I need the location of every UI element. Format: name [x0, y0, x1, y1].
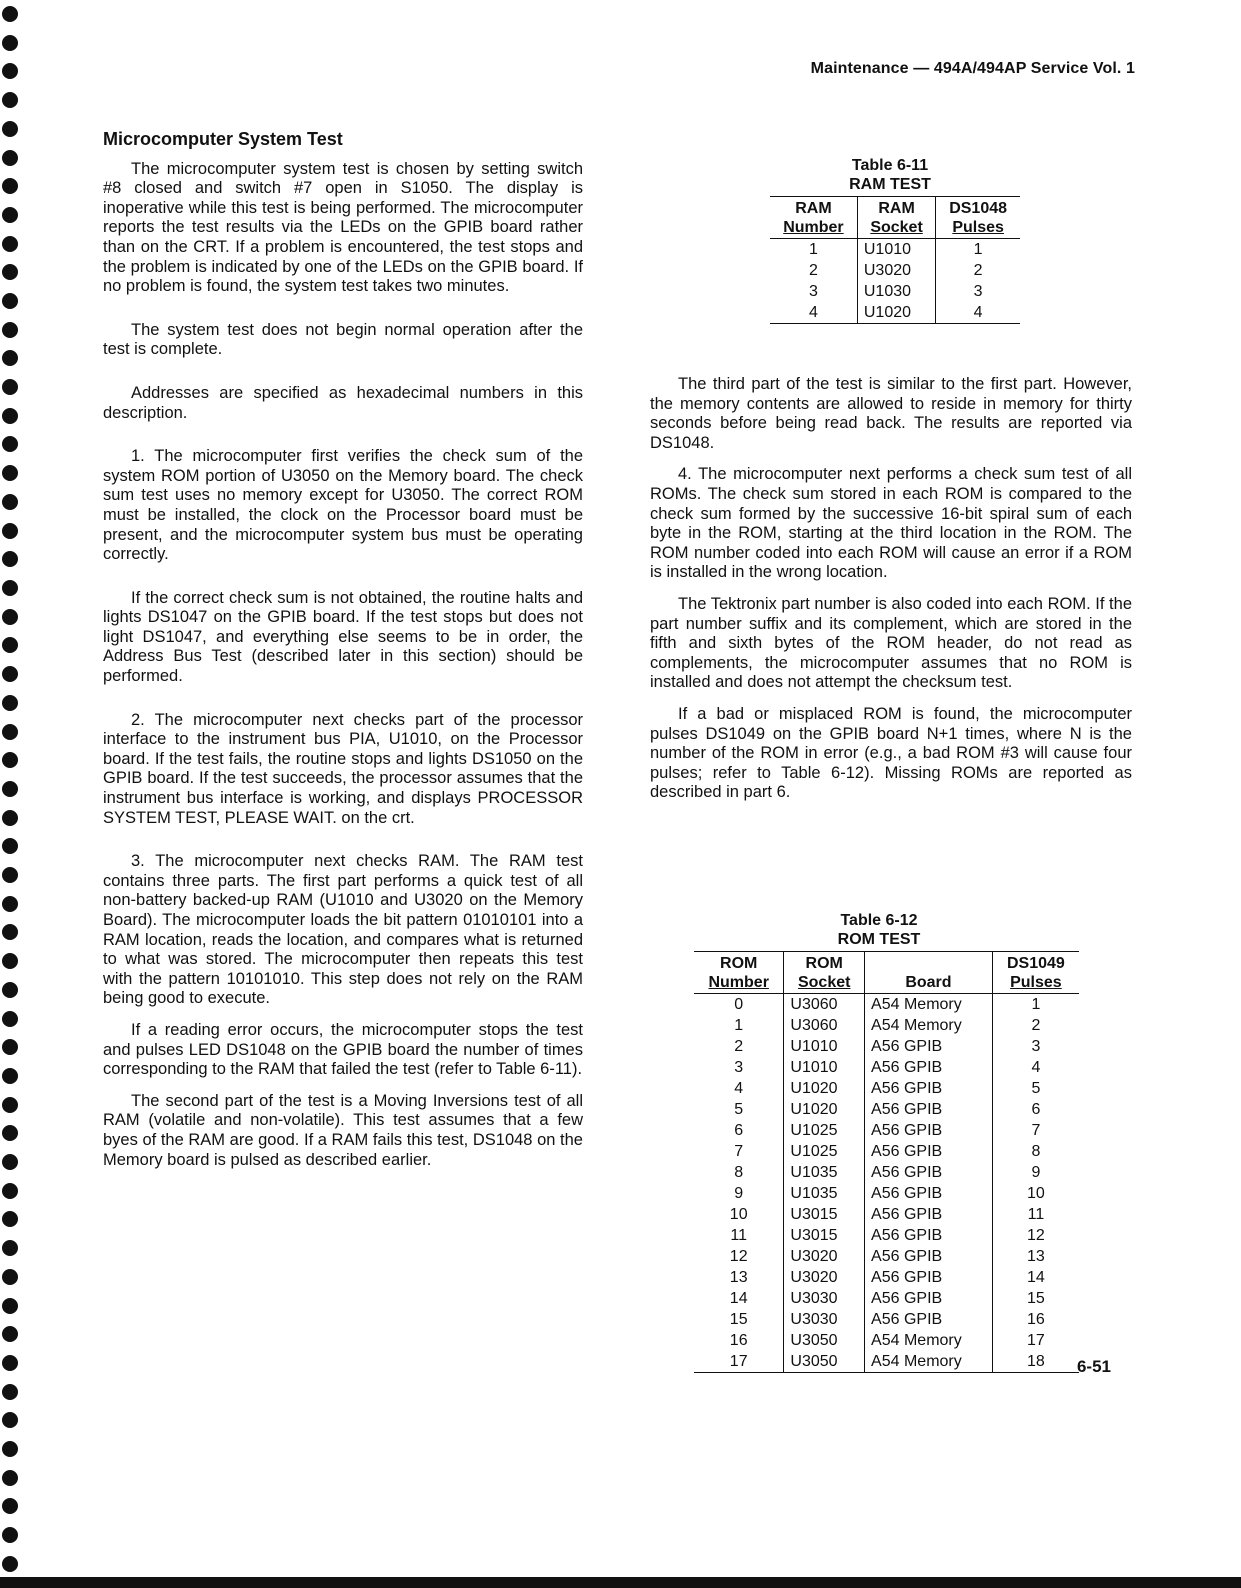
binding-hole	[2, 1269, 18, 1285]
table-cell: 4	[770, 302, 857, 324]
column-header: Board	[865, 952, 993, 994]
table-cell: A56 GPIB	[865, 1246, 993, 1267]
binding-hole	[2, 724, 18, 740]
table-cell: 4	[734, 1080, 744, 1097]
table-cell: A56 GPIB	[865, 1288, 993, 1309]
binding-hole	[2, 121, 18, 137]
binding-hole	[2, 379, 18, 395]
paragraph: If a bad or misplaced ROM is found, the microcomputer pulses DS1049 on the GPIB board N+1 times, where N is the number of the ROM in error (e.g., a bad ROM #3 will cause four pulses; refer to Table 6-12). Missing ROMs are reported as described in part 6.	[650, 704, 1132, 802]
binding-hole	[2, 1240, 18, 1256]
binding-hole	[2, 1556, 18, 1572]
binding-hole	[2, 924, 18, 940]
table-cell: A56 GPIB	[865, 1204, 993, 1225]
table-row	[694, 1183, 1079, 1204]
binding-hole	[2, 1355, 18, 1371]
binding-hole	[2, 609, 18, 625]
table-cell: U3060	[784, 994, 865, 1016]
binding-hole	[2, 695, 18, 711]
table-cell: U3020	[857, 260, 935, 281]
table-cell: U1010	[784, 1036, 865, 1057]
paragraph: The third part of the test is similar to the first part. However, the memory contents are allowed to reside in memory for thirty seconds before being read back. The results are reported via DS1048.	[650, 375, 1132, 452]
table-cell: 11	[992, 1204, 1079, 1225]
table-cell: 13	[729, 1269, 748, 1286]
table-cell: 16	[992, 1309, 1079, 1330]
binding-hole	[2, 781, 18, 797]
paragraph: 3. The microcomputer next checks RAM. The RAM test contains three parts. The first part performs a quick test of all non-battery backed-up RAM (U1010 and U3020 on the Memory Board). The microcomputer loads the bit pattern 01010101 into a RAM location, reads the location, and compares what is returned to what was stored. The microcomputer then repeats this test with the pattern 10101010. This step does not rely on the RAM being good to execute.	[103, 852, 583, 1008]
table-cell: U1010	[784, 1057, 865, 1078]
column-header: ROM Socket	[784, 952, 865, 994]
column-header: DS1048 Pulses	[936, 197, 1020, 239]
table-cell: A56 GPIB	[865, 1183, 993, 1204]
binding-hole	[2, 1211, 18, 1227]
table-cell: U3030	[784, 1288, 865, 1309]
binding-hole	[2, 666, 18, 682]
binding-hole	[2, 236, 18, 252]
table-cell: 9	[992, 1162, 1079, 1183]
table-row	[770, 302, 1020, 324]
table-cell: U3015	[784, 1225, 865, 1246]
paragraph: 1. The microcomputer first verifies the check sum of the system ROM portion of U3050 on the Memory board. The check sum test uses no memory except for U3050. The correct ROM must be installed, the clock on the Processor board must be present, and the microcomputer system bus must be operating correctly.	[103, 447, 583, 564]
table-row	[694, 1141, 1079, 1162]
binding-hole	[2, 350, 18, 366]
table-cell: 2	[734, 1038, 744, 1055]
binding-hole	[2, 580, 18, 596]
table-cell: A56 GPIB	[865, 1057, 993, 1078]
binding-hole	[2, 264, 18, 280]
table-cell: 12	[729, 1248, 748, 1265]
page-number: 6-51	[1076, 1357, 1111, 1376]
left-column	[103, 130, 583, 1170]
table-cell: 4	[936, 302, 1020, 324]
binding-hole	[2, 1298, 18, 1314]
table-cell: 9	[734, 1185, 744, 1202]
table-cell: 10	[729, 1206, 748, 1223]
table-cell: 1	[808, 241, 818, 258]
table-cell: 7	[734, 1143, 744, 1160]
table-row	[694, 1351, 1079, 1373]
binding-hole	[2, 752, 18, 768]
table-cell: A54 Memory	[865, 994, 993, 1016]
table-row	[770, 281, 1020, 302]
binding-hole	[2, 1183, 18, 1199]
paragraph: If the correct check sum is not obtained, the routine halts and lights DS1047 on the GPIB board. If the test stops but does not light DS1047, and everything else seems to be in order, the Address Bus Test (described later in this section) should be performed.	[103, 588, 583, 686]
table-cell: A56 GPIB	[865, 1267, 993, 1288]
binding-hole	[2, 637, 18, 653]
table-cell: A56 GPIB	[865, 1309, 993, 1330]
table-cell: U1030	[857, 281, 935, 302]
binding-hole	[2, 1498, 18, 1514]
binding-hole	[2, 1154, 18, 1170]
binding-hole	[2, 1097, 18, 1113]
table-row	[694, 1225, 1079, 1246]
table-cell: 8	[734, 1164, 744, 1181]
table-cell: A56 GPIB	[865, 1162, 993, 1183]
table-cell: 3	[734, 1059, 744, 1076]
table-cell: 5	[992, 1078, 1079, 1099]
table-row	[694, 1288, 1079, 1309]
table-row	[694, 1099, 1079, 1120]
table-cell: U3050	[784, 1351, 865, 1373]
section-title: Microcomputer System Test	[103, 129, 343, 149]
column-header: RAM Socket	[857, 197, 935, 239]
table-cell: U3020	[784, 1246, 865, 1267]
table-cell: 2	[808, 262, 818, 279]
table-cell: U1020	[857, 302, 935, 324]
paragraph: 4. The microcomputer next performs a check sum test of all ROMs. The check sum stored in each ROM is compared to the check sum formed by the successive 16-bit spiral sum of each byte in the ROM, starting at the third location in the ROM. The ROM number coded into each ROM will cause an error if a ROM is installed in the wrong location.	[650, 465, 1132, 582]
table-cell: A56 GPIB	[865, 1225, 993, 1246]
table-row	[694, 1162, 1079, 1183]
table-cell: 11	[730, 1227, 747, 1244]
table-row	[694, 994, 1079, 1016]
table-cell: 18	[992, 1351, 1079, 1373]
table-cell: U3060	[784, 1015, 865, 1036]
table-cell: 1	[992, 994, 1079, 1016]
table-cell: 17	[694, 1351, 784, 1373]
table-row	[770, 260, 1020, 281]
binding-hole	[2, 838, 18, 854]
table-cell: 15	[992, 1288, 1079, 1309]
table-label: Table 6-11	[851, 157, 929, 174]
table-cell: 2	[992, 1015, 1079, 1036]
binding-hole	[2, 207, 18, 223]
binding-hole	[2, 465, 18, 481]
table-cell: A54 Memory	[865, 1330, 993, 1351]
binding-hole	[2, 1068, 18, 1084]
binding-hole	[2, 1441, 18, 1457]
table-6-12	[694, 951, 1079, 1373]
table-cell: A56 GPIB	[865, 1141, 993, 1162]
binding-hole	[2, 523, 18, 539]
right-column	[650, 375, 1132, 803]
table-cell: 7	[992, 1120, 1079, 1141]
table-cell: 8	[992, 1141, 1079, 1162]
table-cell: 6	[734, 1122, 744, 1139]
table-cell: U3030	[784, 1309, 865, 1330]
column-header: DS1049 Pulses	[992, 952, 1079, 994]
table-cell: U1020	[784, 1099, 865, 1120]
table-cell: A56 GPIB	[865, 1120, 993, 1141]
table-6-11-caption	[770, 156, 1010, 194]
binding-hole	[2, 1326, 18, 1342]
table-row	[694, 1015, 1079, 1036]
table-row	[694, 1309, 1079, 1330]
binding-hole	[2, 408, 18, 424]
running-head: Maintenance — 494A/494AP Service Vol. 1	[810, 60, 1135, 77]
table-6-11	[770, 196, 1020, 324]
table-row	[694, 1330, 1079, 1351]
binding-hole	[2, 322, 18, 338]
paragraph: If a reading error occurs, the microcomputer stops the test and pulses LED DS1048 on the GPIB board the number of times corresponding to the RAM that failed the test (refer to Table 6-11).	[103, 1020, 583, 1079]
table-cell: 17	[992, 1330, 1079, 1351]
scan-edge-bar	[0, 1577, 1241, 1588]
table-cell: 3	[936, 281, 1020, 302]
binding-hole	[2, 551, 18, 567]
binding-hole	[2, 982, 18, 998]
paragraph: The second part of the test is a Moving Inversions test of all RAM (volatile and non-volatile). This test assumes that a few byes of the RAM are good. If a RAM fails this test, DS1048 on the Memory board is pulsed as described earlier.	[103, 1091, 583, 1169]
table-cell: 10	[992, 1183, 1079, 1204]
table-cell: U1025	[784, 1120, 865, 1141]
binding-hole	[2, 810, 18, 826]
table-cell: A56 GPIB	[865, 1078, 993, 1099]
table-row	[694, 1204, 1079, 1225]
table-title: RAM TEST	[849, 176, 931, 193]
table-cell: U1035	[784, 1183, 865, 1204]
binding-holes	[0, 0, 22, 1588]
binding-hole	[2, 867, 18, 883]
table-cell: 3	[808, 283, 818, 300]
table-cell: 14	[992, 1267, 1079, 1288]
table-cell: A54 Memory	[865, 1351, 993, 1373]
binding-hole	[2, 1039, 18, 1055]
binding-hole	[2, 178, 18, 194]
binding-hole	[2, 896, 18, 912]
table-cell: 15	[729, 1311, 748, 1328]
table-cell: U1035	[784, 1162, 865, 1183]
table-row	[694, 1246, 1079, 1267]
binding-hole	[2, 1470, 18, 1486]
binding-hole	[2, 92, 18, 108]
table-row	[694, 1057, 1079, 1078]
table-cell: 0	[734, 996, 744, 1013]
paragraph: 2. The microcomputer next checks part of the processor interface to the instrument bus PIA, U1010, on the Processor board. If the test fails, the routine stops and lights DS1050 on the GPIB board. If the test succeeds, the processor assumes that the instrument bus interface is working, and displays PROCESSOR SYSTEM TEST, PLEASE WAIT. on the crt.	[103, 710, 583, 827]
binding-hole	[2, 150, 18, 166]
table-cell: 3	[992, 1036, 1079, 1057]
column-header: ROM Number	[694, 952, 784, 994]
table-cell: 16	[729, 1332, 748, 1349]
table-row	[694, 1078, 1079, 1099]
table-cell: 4	[992, 1057, 1079, 1078]
table-cell: A54 Memory	[865, 1015, 993, 1036]
table-cell: 6	[992, 1099, 1079, 1120]
paragraph: The microcomputer system test is chosen by setting switch #8 closed and switch #7 open in S1050. The display is inoperative while this test is being performed. The microcomputer reports the test results via the LEDs on the GPIB board rather than on the CRT. If a problem is encountered, the test stops and the problem is indicated by one of the LEDs on the GPIB board. If no problem is found, the system test takes two minutes.	[103, 159, 583, 296]
binding-hole	[2, 6, 18, 22]
table-row	[694, 1036, 1079, 1057]
table-row	[694, 1120, 1079, 1141]
binding-hole	[2, 1412, 18, 1428]
table-row	[770, 239, 1020, 261]
binding-hole	[2, 63, 18, 79]
binding-hole	[2, 1011, 18, 1027]
table-cell: U3020	[784, 1267, 865, 1288]
table-cell: 1	[936, 239, 1020, 261]
binding-hole	[2, 1125, 18, 1141]
table-cell: A56 GPIB	[865, 1036, 993, 1057]
table-cell: U3050	[784, 1330, 865, 1351]
table-cell: 13	[992, 1246, 1079, 1267]
table-cell: 2	[936, 260, 1020, 281]
table-cell: U1025	[784, 1141, 865, 1162]
paragraph: The Tektronix part number is also coded into each ROM. If the part number suffix and its complement, which are stored in the fifth and sixth bytes of the ROM header, do not read as complements, the microcomputer assumes that no ROM is installed and does not attempt the checksum test.	[650, 594, 1132, 692]
table-label: Table 6-12	[840, 912, 918, 929]
table-cell: U3015	[784, 1204, 865, 1225]
binding-hole	[2, 293, 18, 309]
binding-hole	[2, 436, 18, 452]
table-row	[694, 1267, 1079, 1288]
table-cell: U1020	[784, 1078, 865, 1099]
table-cell: A56 GPIB	[865, 1099, 993, 1120]
table-cell: 14	[729, 1290, 748, 1307]
table-cell: U1010	[857, 239, 935, 261]
table-cell: 12	[992, 1225, 1079, 1246]
binding-hole	[2, 1527, 18, 1543]
binding-hole	[2, 1384, 18, 1400]
table-cell: 5	[734, 1101, 744, 1118]
table-6-12-caption	[694, 911, 1064, 949]
binding-hole	[2, 494, 18, 510]
paragraph: The system test does not begin normal operation after the test is complete.	[103, 320, 583, 359]
table-title: ROM TEST	[837, 931, 921, 948]
column-header: RAM Number	[770, 197, 857, 239]
paragraph: Addresses are specified as hexadecimal numbers in this description.	[103, 383, 583, 422]
binding-hole	[2, 35, 18, 51]
table-cell: 1	[734, 1017, 744, 1034]
binding-hole	[2, 953, 18, 969]
